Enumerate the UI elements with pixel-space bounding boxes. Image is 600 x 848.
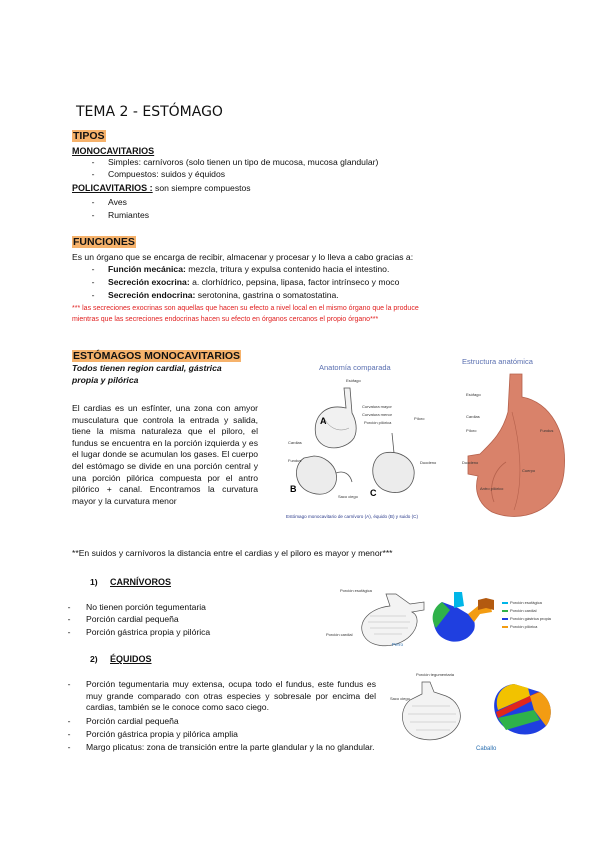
stomach-illustration bbox=[468, 374, 565, 516]
figure1-label-esofago: Esófago bbox=[346, 378, 361, 383]
figure1-letter-c: C bbox=[370, 488, 377, 498]
carnivoro-label-cardial: Porción cardial bbox=[326, 632, 353, 637]
anatomia-comparada-figure bbox=[284, 358, 460, 526]
funciones-note-line2: mientras que las secreciones endocrinas hacen su efecto en órganos cercanos el propio órgano*** bbox=[72, 316, 379, 323]
legend-swatch-blue bbox=[502, 618, 508, 620]
figure2-label-duodeno: Duodeno bbox=[462, 460, 479, 465]
equidos-heading: ÉQUIDOS bbox=[110, 654, 152, 664]
equido-stomach-figure bbox=[390, 670, 580, 756]
estomagos-italic-1: Todos tienen region cardial, gástrica bbox=[72, 363, 222, 373]
equido-label-caballo: Caballo bbox=[476, 746, 497, 752]
poli-item-1: Aves bbox=[108, 197, 127, 207]
carnivoro-legend-pilorica: Porción pilórica bbox=[510, 624, 538, 629]
bullet-dash: - bbox=[67, 602, 71, 612]
carnivoro-legend-cardial: Porción cardial bbox=[510, 608, 537, 613]
equido-colored-drawing bbox=[494, 684, 551, 735]
carnivoros-item-1: No tienen porción tegumentaria bbox=[86, 602, 206, 612]
mono-item-1: Simples: carnívoros (solo tienen un tipo de mucosa, mucosa glandular) bbox=[108, 157, 379, 167]
bullet-dash: - bbox=[67, 627, 71, 637]
estomagos-note: **En suidos y carnívoros la distancia entre el cardias y el piloro es mayor y menor*** bbox=[72, 548, 393, 558]
bullet-dash: - bbox=[91, 169, 95, 179]
figure1-label-saco-ciego: Saco ciego bbox=[338, 494, 358, 499]
bullet-dash: - bbox=[67, 729, 71, 739]
legend-swatch-orange bbox=[502, 626, 508, 628]
carnivoro-legend-gastrica: Porción gástrica propia bbox=[510, 616, 551, 621]
bullet-dash: - bbox=[67, 716, 71, 726]
tipos-heading: TIPOS bbox=[73, 130, 105, 142]
bullet-dash: - bbox=[67, 614, 71, 624]
carnivoro-outline-drawing bbox=[362, 594, 424, 646]
equidos-item-4: Margo plicatus: zona de transición entre la parte glandular y la no glandular. bbox=[86, 742, 375, 752]
policavitarios-line bbox=[72, 183, 251, 194]
carnivoro-stomach-figure bbox=[326, 586, 576, 652]
figure1-title: Anatomía comparada bbox=[319, 363, 391, 372]
bullet-dash: - bbox=[91, 264, 95, 274]
funciones-note-line1: *** las secreciones exocrinas son aquellas que hacen su efecto a nivel local en el mismo órgano que la produce bbox=[72, 305, 419, 312]
equido-label-tegumentaria: Porción tegumentaria bbox=[416, 672, 455, 677]
carnivoro-label-esofagica: Porción esofágica bbox=[340, 588, 372, 593]
funcion-item-2 bbox=[108, 277, 399, 288]
carnivoros-item-2: Porción cardial pequeña bbox=[86, 614, 179, 624]
equidos-number: 2) bbox=[90, 654, 98, 664]
figure2-label-esofago: Esófago bbox=[466, 392, 481, 397]
figure1-label-cardias: Cardias bbox=[288, 440, 302, 445]
figure1-caption: Estómago monocavitario de carnívoro (A), équido (B) y suido (C) bbox=[286, 514, 418, 519]
equidos-item-1: Porción tegumentaria muy extensa, ocupa todo el fundus, este fundus es muy grande comparado con otras especies y sobresale por encima del cardias, también se le conoce como saco ciego. bbox=[86, 679, 376, 713]
figure2-label-antro-pilorico: Antro pilórico bbox=[480, 486, 504, 491]
funcion-item-3-text: serotonina, gastrina o somatostatina. bbox=[195, 290, 339, 300]
figure1-label-fundus: Fundus bbox=[288, 458, 302, 463]
bullet-dash: - bbox=[67, 679, 71, 689]
figure2-label-cardias: Cardias bbox=[466, 414, 480, 419]
bullet-dash: - bbox=[67, 742, 71, 752]
carnivoro-colored-drawing bbox=[433, 592, 494, 642]
bullet-dash: - bbox=[91, 197, 95, 207]
policavitarios-text: son siempre compuestos bbox=[152, 183, 251, 193]
funciones-intro: Es un órgano que se encarga de recibir, almacenar y procesar y lo lleva a cabo gracias a: bbox=[72, 252, 414, 262]
estomagos-italic-2: propia y pilórica bbox=[72, 375, 139, 385]
funcion-item-2-bold: Secreción exocrina: bbox=[108, 277, 190, 287]
funcion-item-3-bold: Secreción endocrina: bbox=[108, 290, 196, 300]
mono-item-2: Compuestos: suidos y équidos bbox=[108, 169, 226, 179]
figure1-label-curvatura-mayor: Curvatura mayor bbox=[362, 404, 392, 409]
figure2-label-piloro: Píloro bbox=[466, 428, 477, 433]
equido-label-saco-ciego: Saco ciego bbox=[390, 696, 410, 701]
figure2-label-fundus: Fundus bbox=[540, 428, 554, 433]
carnivoros-number: 1) bbox=[90, 577, 98, 587]
figure1-letter-a: A bbox=[320, 416, 327, 426]
funcion-item-3 bbox=[108, 290, 339, 301]
page-title: TEMA 2 - ESTÓMAGO bbox=[76, 104, 223, 120]
estructura-anatomica-figure bbox=[460, 352, 572, 524]
bullet-dash: - bbox=[91, 157, 95, 167]
poli-item-2: Rumiantes bbox=[108, 210, 150, 220]
equido-outline-drawing bbox=[402, 682, 460, 740]
legend-swatch-green bbox=[502, 610, 508, 612]
equidos-item-3: Porción gástrica propia y pilórica amplia bbox=[86, 729, 238, 739]
figure1-label-porcion-pilorica: Porción pilórica bbox=[364, 420, 392, 425]
carnivoros-item-3: Porción gástrica propia y pilórica bbox=[86, 627, 211, 637]
legend-swatch-cyan bbox=[502, 602, 508, 604]
figure2-label-cuerpo: Cuerpo bbox=[522, 468, 536, 473]
bullet-dash: - bbox=[91, 210, 95, 220]
bullet-dash: - bbox=[91, 277, 95, 287]
bullet-dash: - bbox=[91, 290, 95, 300]
figure1-label-piloro: Píloro bbox=[414, 416, 425, 421]
estomagos-paragraph: El cardias es un esfínter, una zona con amyor musculatura que controla la entrada y salida, tiene la misma naturaleza que el piloro, el fundus se encuentra en la porción izquierda y es el lugar donde se acumulan los gases. El cuerpo del estómago se divide en una porción central y una porción pilórica compuesta por el antro pilórico + canal. Encontramos la curvatura mayor y la curvatura menor bbox=[72, 403, 258, 506]
policavitarios-heading: POLICAVITARIOS : bbox=[72, 183, 153, 193]
figure2-title: Estructura anatómica bbox=[462, 357, 533, 366]
figure1-label-curvatura-menor: Curvatura menor bbox=[362, 412, 393, 417]
monocavitarios-heading: MONOCAVITARIOS bbox=[72, 146, 155, 156]
funcion-item-1-text: mezcla, tritura y expulsa contenido hacia el intestino. bbox=[185, 264, 390, 274]
figure1-letter-b: B bbox=[290, 484, 297, 494]
funciones-heading: FUNCIONES bbox=[73, 236, 135, 248]
equidos-item-2: Porción cardial pequeña bbox=[86, 716, 179, 726]
funcion-item-2-text: a. clorhídrico, pepsina, lipasa, factor intrínseco y moco bbox=[189, 277, 400, 287]
funcion-item-1-bold: Función mecánica: bbox=[108, 264, 186, 274]
estomagos-heading: ESTÓMAGOS MONOCAVITARIOS bbox=[73, 350, 241, 362]
carnivoros-heading: CARNÍVOROS bbox=[110, 577, 172, 587]
figure1-label-duodeno: Duodeno bbox=[420, 460, 437, 465]
funcion-item-1 bbox=[108, 264, 389, 275]
carnivoro-legend-esofagica: Porción esofágica bbox=[510, 600, 542, 605]
carnivoro-label-perro: Perro bbox=[392, 642, 404, 647]
